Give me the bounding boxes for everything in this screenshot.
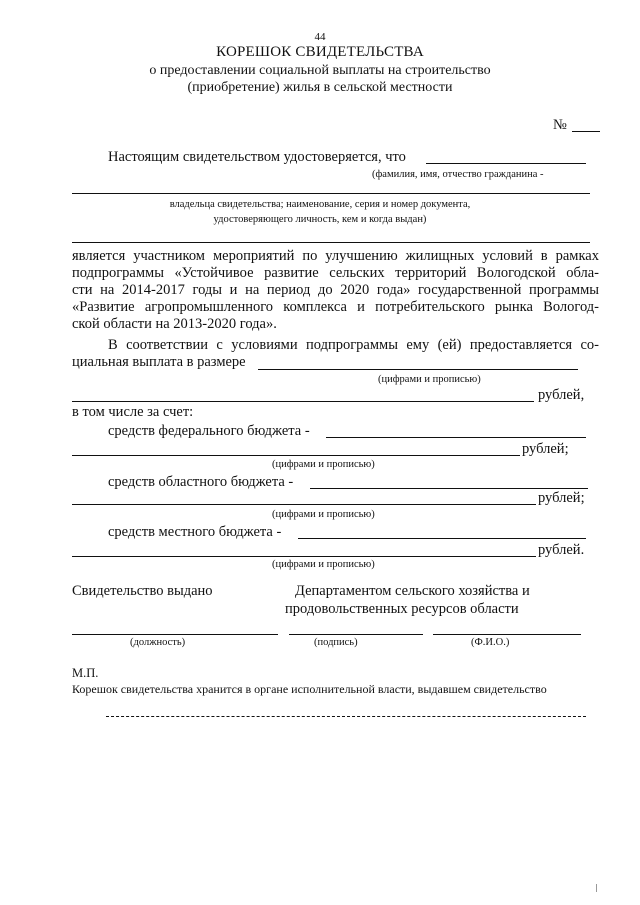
local-amount-field[interactable] (298, 538, 586, 539)
payment-words-field[interactable] (72, 401, 534, 402)
local-label: средств местного бюджета - (108, 524, 282, 540)
local-words-field[interactable] (72, 556, 536, 557)
name-field[interactable] (433, 634, 581, 635)
participant-line: сти на 2014-2017 годы и на период до 2020 года» государственной программы (72, 282, 599, 298)
regional-amount-field[interactable] (310, 488, 588, 489)
stamp-label: М.П. (72, 666, 99, 680)
payment-line-1: В соответствии с условиями подпрограммы ему (ей) предоставляется со- (108, 337, 599, 353)
signature-field[interactable] (289, 634, 423, 635)
hint-digits-local: (цифрами и прописью) (272, 559, 375, 570)
document-title: КОРЕШОК СВИДЕТЕЛЬСТВА (216, 44, 424, 60)
payment-amount-field[interactable] (258, 369, 578, 370)
hint-digits-federal: (цифрами и прописью) (272, 459, 375, 470)
hint-owner-line-2: удостоверяющего личность, кем и когда выдан) (213, 214, 427, 225)
number-label: № (553, 117, 567, 133)
hint-digits: (цифрами и прописью) (378, 374, 481, 385)
federal-words-field[interactable] (72, 455, 520, 456)
subtitle-line-2: (приобретение) жилья в сельской местности (187, 80, 453, 95)
hint-owner-line-1: владельца свидетельства; наименование, серия и номер документа, (169, 199, 471, 210)
certify-text: Настоящим свидетельством удостоверяется, что (108, 149, 406, 165)
subtitle-line-1: о предоставлении социальной выплаты на строительство (149, 63, 491, 78)
scan-mark (596, 884, 597, 892)
including-label: в том числе за счет: (72, 404, 194, 420)
issuer-line-1: Департаментом сельского хозяйства и (295, 583, 530, 599)
regional-label: средств областного бюджета - (108, 474, 294, 490)
rubles-regional: рублей; (538, 490, 585, 506)
sig-signature-caption: (подпись) (314, 637, 358, 648)
rubles-total: рублей, (538, 387, 585, 403)
page-number: 44 (314, 31, 326, 43)
position-field[interactable] (72, 634, 278, 635)
storage-note: Корешок свидетельства хранится в органе исполнительной власти, выдавшем свидетельство (72, 682, 547, 696)
payment-line-2: циальная выплата в размере (72, 354, 246, 370)
number-field[interactable] (572, 131, 600, 132)
participant-line: подпрограммы «Устойчивое развитие сельских территорий Вологодской обла- (72, 265, 599, 281)
fio-field-1[interactable] (426, 163, 586, 164)
hint-fio: (фамилия, имя, отчество гражданина - (372, 169, 544, 180)
participant-line: ской области на 2013-2020 года». (72, 316, 277, 332)
owner-doc-field[interactable] (72, 242, 590, 243)
issued-label: Свидетельство выдано (72, 583, 213, 599)
federal-amount-field[interactable] (326, 437, 586, 438)
participant-paragraph (72, 248, 599, 333)
rubles-federal: рублей; (522, 441, 569, 457)
rubles-local: рублей. (538, 542, 585, 558)
regional-words-field[interactable] (72, 504, 536, 505)
participant-line: «Развитие агропромышленного комплекса и потребительского рынка Вологод- (72, 299, 599, 315)
hint-digits-regional: (цифрами и прописью) (272, 509, 375, 520)
federal-label: средств федерального бюджета - (108, 423, 310, 439)
issuer-line-2: продовольственных ресурсов области (285, 601, 519, 617)
participant-line: является участником мероприятий по улучшению жилищных условий в рамках (72, 248, 599, 264)
sig-name-caption: (Ф.И.О.) (471, 637, 510, 648)
sig-position-caption: (должность) (130, 637, 186, 648)
cut-line (106, 716, 586, 717)
fio-field-2[interactable] (72, 193, 590, 194)
payment-line-1-wrap (108, 337, 599, 354)
